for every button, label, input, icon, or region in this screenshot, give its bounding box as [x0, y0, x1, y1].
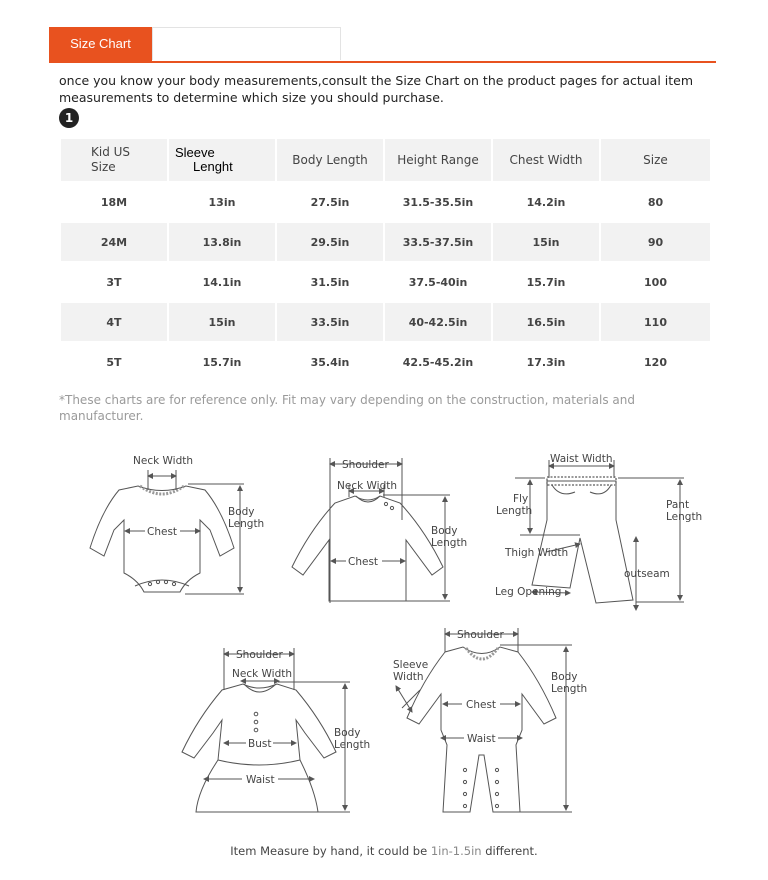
- bodysuit-chest-label: Chest: [147, 526, 178, 538]
- footer-note: Item Measure by hand, it could be 1in-1.5in different.: [230, 844, 538, 858]
- step-badge: 1: [59, 108, 79, 128]
- cell-body-length: 29.5in: [277, 223, 383, 261]
- shirt-body-label: Body: [431, 525, 458, 537]
- pants-fly-length-label: Length: [496, 505, 533, 517]
- table-row: [61, 183, 710, 221]
- pants-pant-length-label: Length: [666, 511, 703, 523]
- measurement-diagrams: [0, 440, 768, 840]
- cell-kid-size: 18M: [100, 195, 128, 209]
- cell-kid-size: 4T: [61, 303, 167, 341]
- cell-body-length: 33.5in: [277, 303, 383, 341]
- cell-size: 110: [601, 303, 710, 341]
- dress-bust-label: Bust: [248, 738, 272, 750]
- header-body-length: Body Length: [277, 139, 383, 181]
- shirt-shoulder-label: Shoulder: [342, 459, 389, 471]
- cell-size: 100: [644, 275, 667, 289]
- bodysuit-length-label: Length: [228, 518, 265, 530]
- tab-size-chart[interactable]: Size Chart: [49, 27, 152, 61]
- intro-text: once you know your body measurements,consult the Size Chart on the product pages for actual item measurements to determine which size you should purchase.: [59, 73, 694, 105]
- cell-sleeve: 15in: [169, 303, 275, 341]
- cell-sleeve: 13.8in: [169, 223, 275, 261]
- cell-height: 42.5-45.2in: [402, 355, 474, 369]
- romper-shoulder-label: Shoulder: [457, 629, 504, 641]
- romper-diagram: [396, 628, 572, 812]
- cell-height: 31.5-35.5in: [402, 195, 474, 209]
- dress-shoulder-label: Shoulder: [236, 649, 283, 661]
- pants-leg-opening-label: Leg Opening: [495, 586, 562, 598]
- romper-waist-label: Waist: [467, 733, 496, 745]
- cell-chest: 15in: [493, 223, 599, 261]
- header-height-range: Height Range: [385, 139, 491, 181]
- header-chest-width: Chest Width: [493, 139, 599, 181]
- cell-height: 37.5-40in: [408, 275, 468, 289]
- bodysuit-neck-width-label: Neck Width: [133, 455, 194, 467]
- romper-body-label: Body: [551, 671, 578, 683]
- disclaimer-note: *These charts are for reference only. Fit may vary depending on the construction, materials and manufacturer.: [59, 393, 635, 423]
- cell-chest: 15.7in: [526, 275, 566, 289]
- header-sleeve-length: Sleeve Lenght: [169, 139, 275, 181]
- table-row: [61, 343, 710, 381]
- pants-fly-label: Fly: [513, 493, 529, 505]
- dress-length-label: Length: [334, 739, 371, 751]
- cell-size: 80: [647, 195, 664, 209]
- cell-kid-size: 24M: [61, 223, 167, 261]
- pants-outseam-label: outseam: [624, 568, 670, 580]
- shirt-length-label: Length: [431, 537, 468, 549]
- cell-sleeve: 14.1in: [202, 275, 242, 289]
- cell-size: 90: [601, 223, 710, 261]
- cell-body-length: 31.5in: [310, 275, 350, 289]
- cell-height: 40-42.5in: [385, 303, 491, 341]
- pants-thigh-width-label: Thigh Width: [505, 547, 569, 559]
- romper-width-label: Width: [393, 671, 424, 683]
- cell-chest: 14.2in: [526, 195, 566, 209]
- size-table: [59, 137, 712, 383]
- shirt-chest-label: Chest: [348, 556, 379, 568]
- romper-length-label: Length: [551, 683, 588, 695]
- dress-neck-width-label: Neck Width: [232, 668, 293, 680]
- cell-height: 33.5-37.5in: [385, 223, 491, 261]
- shirt-neck-width-label: Neck Width: [337, 480, 398, 492]
- header-size: Size: [601, 139, 710, 181]
- table-header-row: [61, 139, 710, 181]
- cell-size: 120: [644, 355, 667, 369]
- cell-kid-size: 3T: [106, 275, 122, 289]
- footer-highlight: 1in-1.5in: [430, 844, 482, 858]
- cell-sleeve: 13in: [208, 195, 236, 209]
- tab-empty: [152, 27, 341, 60]
- dress-waist-label: Waist: [246, 774, 275, 786]
- table-row: [61, 263, 710, 301]
- dress-body-label: Body: [334, 727, 361, 739]
- bodysuit-body-label: Body: [228, 506, 255, 518]
- cell-chest: 16.5in: [493, 303, 599, 341]
- table-row: [61, 303, 710, 341]
- tab-bar: [49, 27, 716, 63]
- romper-sleeve-label: Sleeve: [393, 659, 429, 671]
- cell-body-length: 27.5in: [310, 195, 350, 209]
- cell-chest: 17.3in: [526, 355, 566, 369]
- table-row: [61, 223, 710, 261]
- cell-sleeve: 15.7in: [202, 355, 242, 369]
- cell-body-length: 35.4in: [310, 355, 350, 369]
- romper-chest-label: Chest: [466, 699, 497, 711]
- header-kid-us-size: Kid US Size: [61, 139, 167, 181]
- pants-pant-label: Pant: [666, 499, 690, 511]
- cell-kid-size: 5T: [106, 355, 122, 369]
- pants-waist-width-label: Waist Width: [550, 453, 613, 465]
